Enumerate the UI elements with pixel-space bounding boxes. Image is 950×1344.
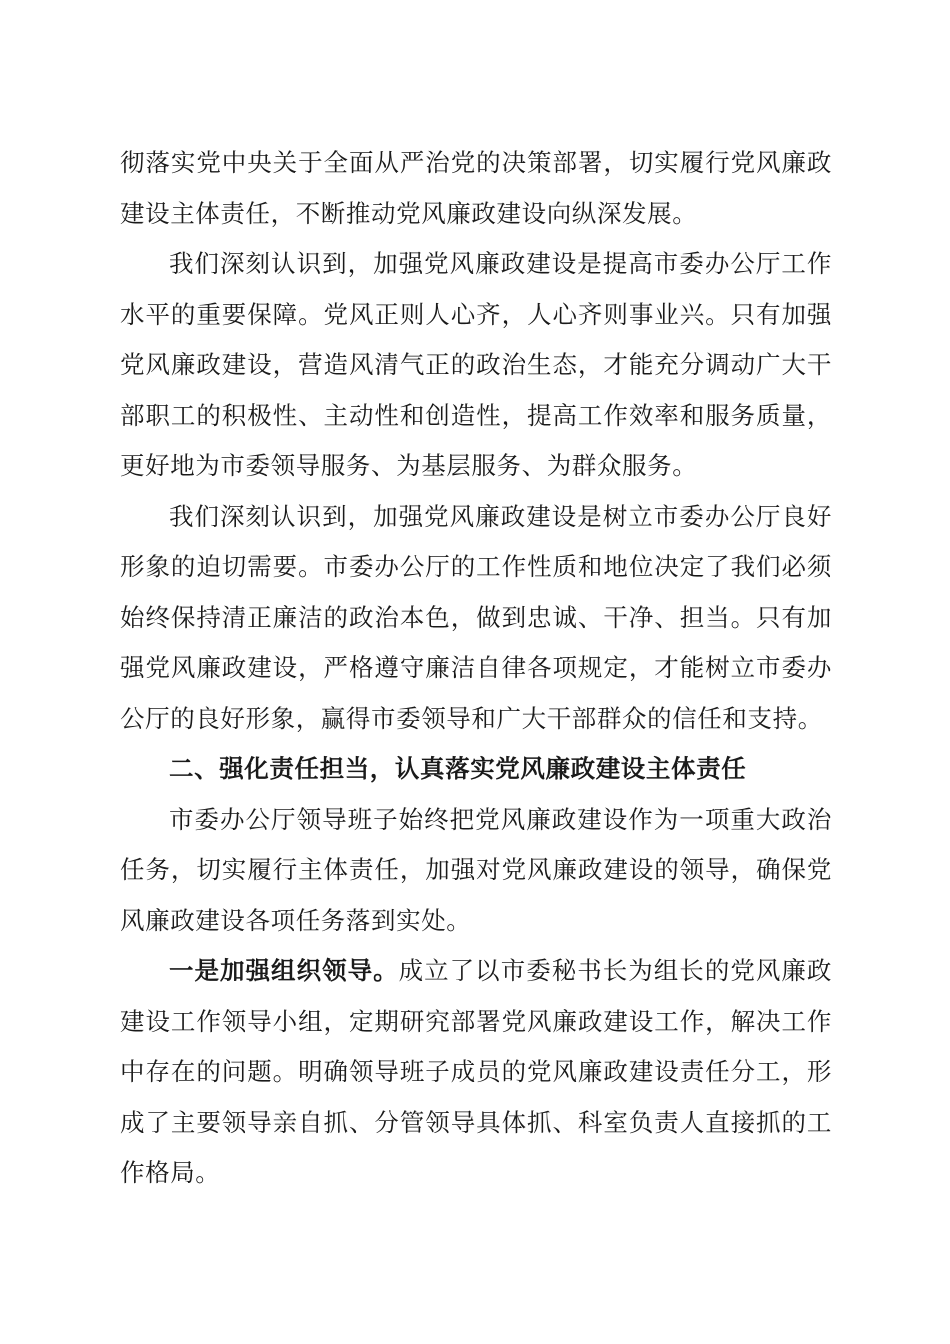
section-heading: 二、强化责任担当，认真落实党风廉政建设主体责任 — [169, 754, 747, 783]
document-body — [120, 138, 832, 1199]
paragraph-good-image: 我们深刻认识到，加强党风廉政建设是树立市委办公厅良好形象的迫切需要。市委办公厅的工作性质和地位决定了我们必须始终保持清正廉洁的政治本色，做到忠诚、干净、担当。只有加强党风廉政建设，严格遵守廉洁自律各项规定，才能树立市委办公厅的良好形象，赢得市委领导和广大干部群众的信任和支持。 — [120, 501, 832, 733]
paragraph-lead-body: 成立了以市委秘书长为组长的党风廉政建设工作领导小组，定期研究部署党风廉政建设工作，解决工作中存在的问题。明确领导班子成员的党风廉政建设责任分工，形成了主要领导亲自抓、分管领导具体抓、科室负责人直接抓的工作格局。 — [120, 956, 832, 1187]
paragraph-lead-phrase: 一是加强组织领导。 — [169, 956, 399, 985]
paragraph-work-level: 我们深刻认识到，加强党风廉政建设是提高市委办公厅工作水平的重要保障。党风正则人心齐，人心齐则事业兴。只有加强党风廉政建设，营造风清气正的政治生态，才能充分调动广大干部职工的积极性、主动性和创造性，提高工作效率和服务质量，更好地为市委领导服务、为基层服务、为群众服务。 — [120, 249, 832, 480]
paragraph-continuation: 彻落实党中央关于全面从严治党的决策部署，切实履行党风廉政建设主体责任，不断推动党风廉政建设向纵深发展。 — [120, 148, 832, 228]
paragraph-leadership-responsibility: 市委办公厅领导班子始终把党风廉政建设作为一项重大政治任务，切实履行主体责任，加强对党风廉政建设的领导，确保党风廉政建设各项任务落到实处。 — [120, 804, 832, 935]
paragraph-organization-leadership — [120, 946, 832, 1199]
